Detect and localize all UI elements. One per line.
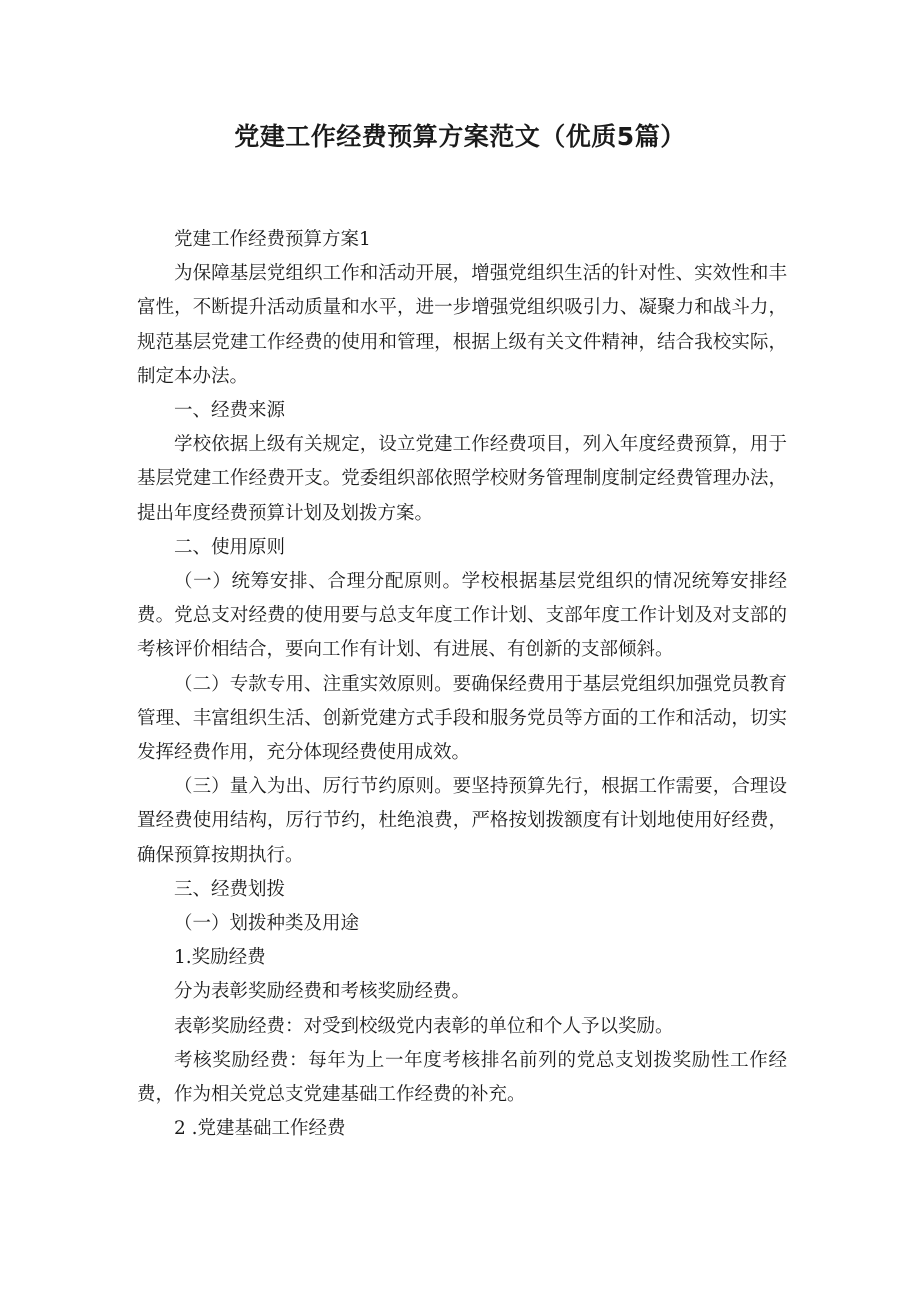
subsection-heading: （一）划拨种类及用途: [174, 913, 360, 935]
section-heading: 二、使用原则: [174, 536, 286, 558]
paragraph: 考核奖励经费：每年为上一年度考核排名前列的党总支划拨奖励性工作经费，作为相关党总支党建基础工作经费的补充。: [137, 1049, 787, 1106]
section-heading: 党建工作经费预算方案1: [174, 229, 371, 250]
document-title: 党建工作经费预算方案范文（优质5篇）: [234, 122, 686, 151]
paragraph: （一）统筹安排、合理分配原则。学校根据基层党组织的情况统筹安排经费。党总支对经费的使用要与总支年度工作计划、支部年度工作计划及对支部的考核评价相结合，要向工作有计划、有进展、有创新的支部倾斜。: [137, 571, 787, 661]
item-heading: 2 .党建基础工作经费: [174, 1118, 346, 1140]
section-heading: 三、经费划拨: [174, 878, 286, 900]
paragraph: 表彰奖励经费：对受到校级党内表彰的单位和个人予以奖励。: [174, 1015, 674, 1037]
paragraph: （三）量入为出、厉行节约原则。要坚持预算先行，根据工作需要，合理设置经费使用结构，厉行节约，杜绝浪费，严格按划拨额度有计划地使用好经费，确保预算按期执行。: [137, 776, 787, 866]
paragraph: 为保障基层党组织工作和活动开展，增强党组织生活的针对性、实效性和丰富性，不断提升活动质量和水平，进一步增强党组织吸引力、凝聚力和战斗力，规范基层党建工作经费的使用和管理，根据上级有关文件精神，结合我校实际，制定本办法。: [137, 263, 787, 387]
document-body: [137, 223, 787, 1146]
section-heading: 一、经费来源: [174, 400, 286, 422]
paragraph: 学校依据上级有关规定，设立党建工作经费项目，列入年度经费预算，用于基层党建工作经费开支。党委组织部依照学校财务管理制度制定经费管理办法，提出年度经费预算计划及划拨方案。: [137, 434, 787, 524]
item-heading: 1.奖励经费: [174, 947, 266, 969]
paragraph: （二）专款专用、注重实效原则。要确保经费用于基层党组织加强党员教育管理、丰富组织生活、创新党建方式手段和服务党员等方面的工作和活动，切实发挥经费作用，充分体现经费使用成效。: [137, 673, 787, 764]
paragraph: 分为表彰奖励经费和考核奖励经费。: [174, 981, 471, 1003]
